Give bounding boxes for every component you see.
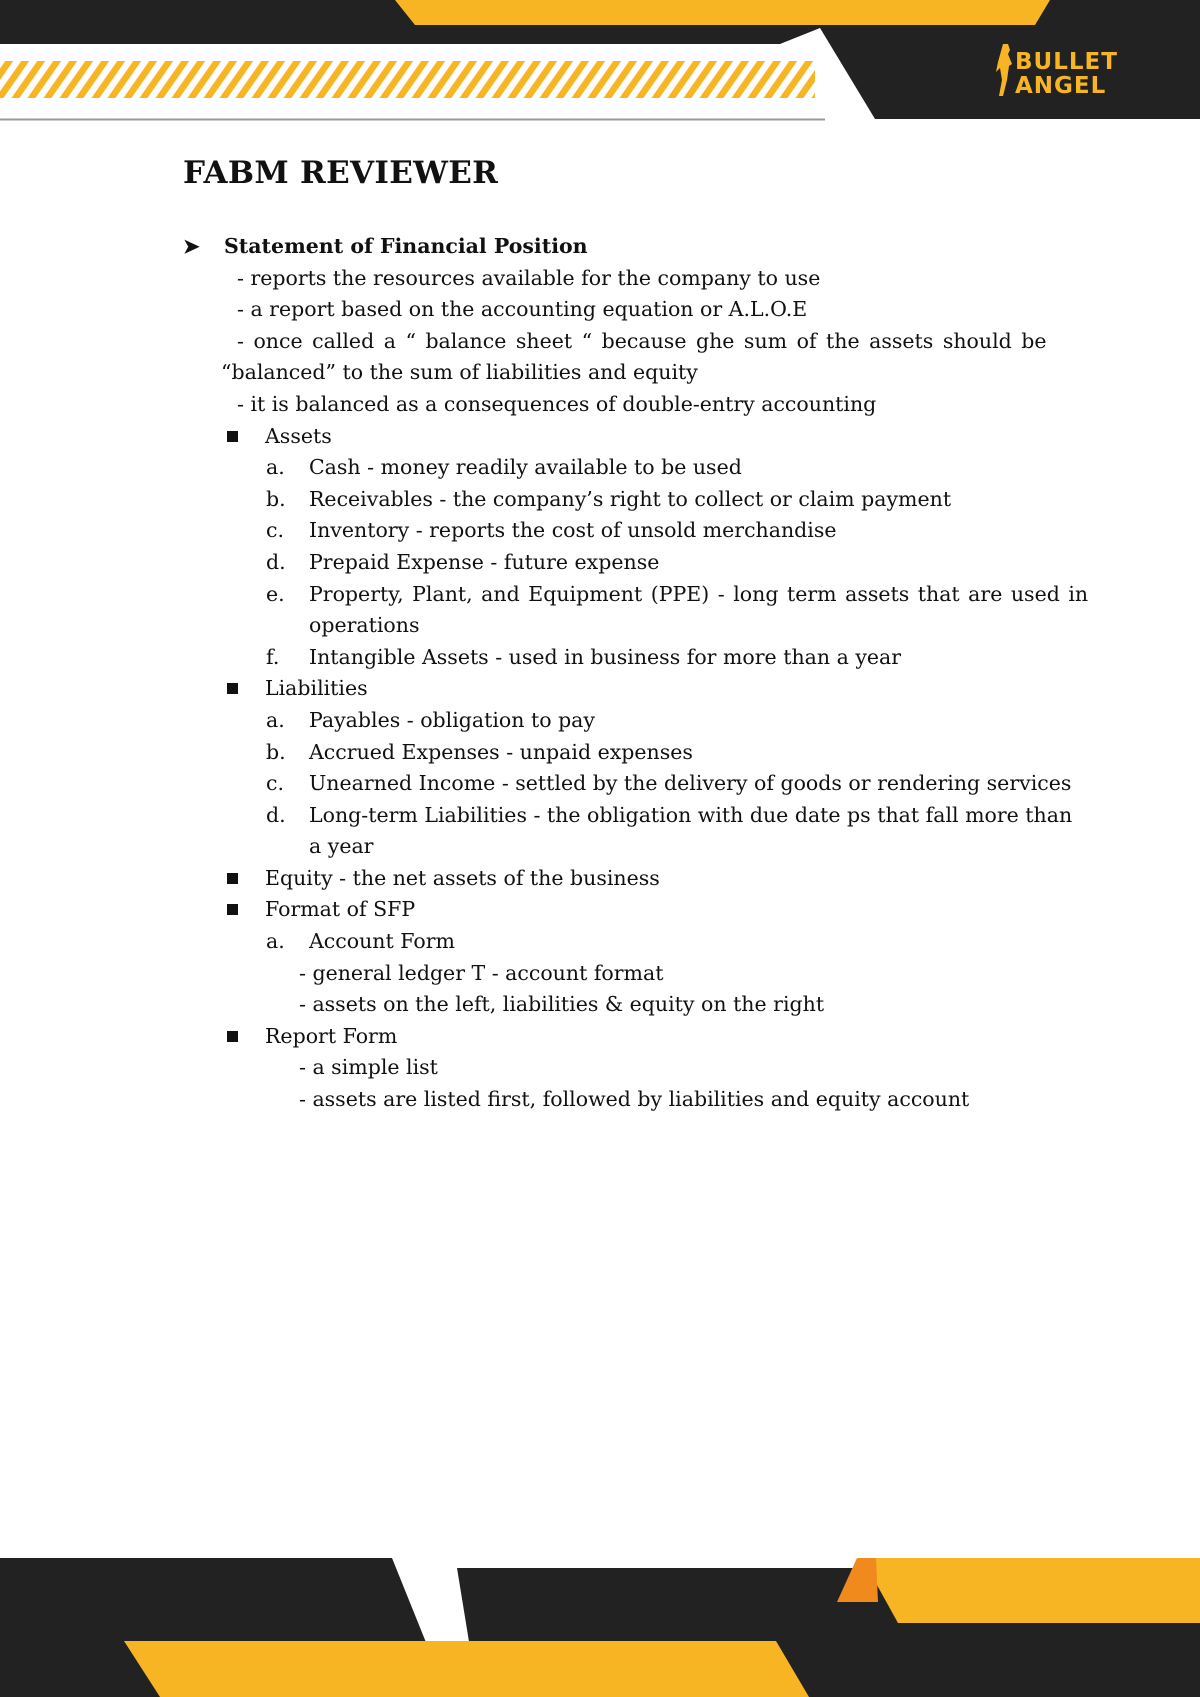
assets-label: Assets xyxy=(265,423,332,448)
item-letter: a. xyxy=(266,455,285,480)
square-bullet-icon xyxy=(227,873,238,884)
list-item xyxy=(183,579,1089,611)
section-desc-line: - a report based on the accounting equation or A.L.O.E xyxy=(237,297,808,322)
sub-line: - general ledger T - account format xyxy=(299,960,664,985)
item-letter: c. xyxy=(266,771,284,796)
item-text: Accrued Expenses - unpaid expenses xyxy=(309,739,693,764)
format-label: Format of SFP xyxy=(265,897,416,922)
section-heading-text: Statement of Financial Position xyxy=(224,234,588,258)
list-item xyxy=(183,547,1023,579)
equity-heading xyxy=(183,863,1023,895)
list-item xyxy=(183,452,1023,484)
bullet-angel-logo xyxy=(995,40,1135,100)
item-text: Intangible Assets - used in business for more than a year xyxy=(309,644,902,669)
item-letter: e. xyxy=(266,581,285,606)
item-letter: c. xyxy=(266,518,284,543)
item-text: Inventory - reports the cost of unsold merchandise xyxy=(309,518,837,543)
liabilities-label: Liabilities xyxy=(265,676,368,701)
liabilities-heading xyxy=(183,673,1023,705)
sub-line: - a simple list xyxy=(299,1055,438,1080)
square-bullet-icon xyxy=(227,1031,238,1042)
sub-line: - assets on the left, liabilities & equity on the right xyxy=(299,992,825,1017)
section-heading xyxy=(183,231,1023,263)
item-letter: f. xyxy=(266,644,280,669)
square-bullet-icon xyxy=(227,683,238,694)
square-bullet-icon xyxy=(227,431,238,442)
item-text: Long-term Liabilities - the obligation with due date ps that fall more than xyxy=(309,802,1073,827)
list-item-continuation: a year xyxy=(309,834,374,859)
item-text: Property, Plant, and Equipment (PPE) - long term assets that are used in xyxy=(309,581,1089,606)
item-letter: d. xyxy=(266,549,286,574)
item-letter: a. xyxy=(266,929,285,954)
report-form-heading xyxy=(183,1021,1023,1053)
item-text: Cash - money readily available to be used xyxy=(309,455,742,480)
format-heading xyxy=(183,894,1023,926)
item-letter: a. xyxy=(266,707,285,732)
list-item xyxy=(183,926,1023,958)
item-text: Receivables - the company’s right to collect or claim payment xyxy=(309,486,952,511)
square-bullet-icon xyxy=(227,904,238,915)
sub-line: - assets are listed first, followed by liabilities and equity account xyxy=(299,1087,970,1112)
section-desc-line: - reports the resources available for the company to use xyxy=(237,265,821,290)
arrow-bullet-icon: ➤ xyxy=(183,234,200,258)
item-text: Payables - obligation to pay xyxy=(309,707,595,732)
item-text: Account Form xyxy=(309,929,455,954)
list-item xyxy=(183,737,1023,769)
list-item xyxy=(183,484,1023,516)
list-item xyxy=(183,705,1023,737)
svg-text:BULLET: BULLET xyxy=(1015,49,1118,75)
list-item xyxy=(183,800,1073,832)
equity-text: Equity - the net assets of the business xyxy=(265,865,660,890)
item-text: Unearned Income - settled by the delivery of goods or rendering services xyxy=(309,771,1072,796)
item-letter: b. xyxy=(266,739,286,764)
list-item xyxy=(183,768,1072,800)
section-desc-line: - once called a “ balance sheet “ because ghe sum of the assets should be xyxy=(237,328,1047,353)
list-item xyxy=(183,515,1023,547)
section-desc-line: “balanced” to the sum of liabilities and equity xyxy=(221,360,698,385)
document-body xyxy=(183,155,1089,1116)
svg-text:ANGEL: ANGEL xyxy=(1015,73,1107,99)
document-title: FABM REVIEWER xyxy=(183,155,499,191)
item-letter: b. xyxy=(266,486,286,511)
item-text: Prepaid Expense - future expense xyxy=(309,549,660,574)
item-letter: d. xyxy=(266,802,286,827)
list-item xyxy=(183,642,1023,674)
assets-heading xyxy=(183,421,1023,453)
report-form-label: Report Form xyxy=(265,1023,398,1048)
list-item-continuation: operations xyxy=(309,613,420,638)
section-desc-line: - it is balanced as a consequences of double-entry accounting xyxy=(237,391,877,416)
footer-decoration xyxy=(0,1558,1200,1697)
